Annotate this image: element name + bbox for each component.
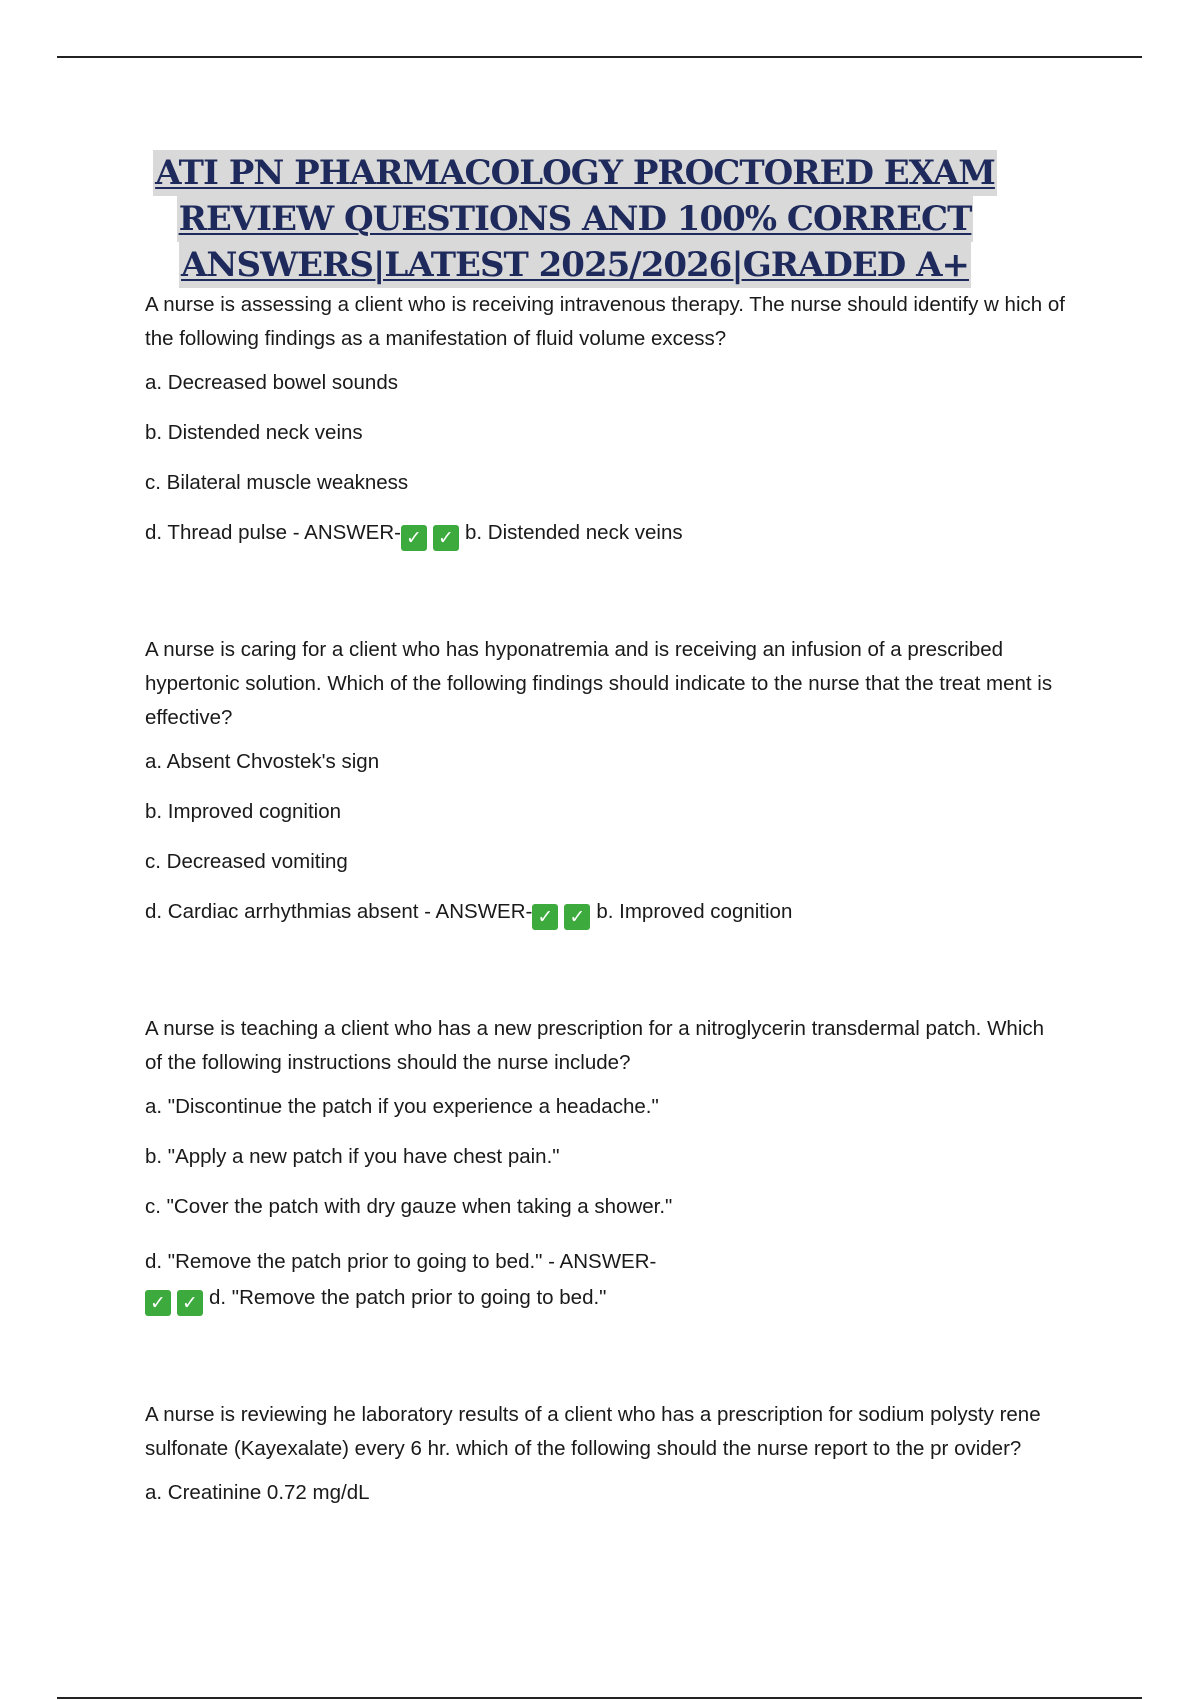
title-line-1: ATI PN PHARMACOLOGY PROCTORED EXAM xyxy=(153,150,997,196)
option-c: c. "Cover the patch with dry gauze when taking a shower." xyxy=(145,1195,673,1218)
question-2 xyxy=(145,633,1065,930)
option-b: b. "Apply a new patch if you have chest pain." xyxy=(145,1145,560,1168)
question-text: A nurse is reviewing he laboratory results of a client who has a prescription for sodium polysty rene sulfonate (Kayexalate) every 6 hr. which of the following should the nurse report to the pr ovider? xyxy=(145,1403,1041,1460)
title-line-3: ANSWERS|LATEST 2025/2026|GRADED A+ xyxy=(179,242,971,288)
document-title xyxy=(0,150,1150,288)
option-c: c. Decreased vomiting xyxy=(145,850,348,873)
footer-rule xyxy=(57,1697,1142,1699)
option-c: c. Bilateral muscle weakness xyxy=(145,471,409,494)
spacer xyxy=(145,940,1065,1012)
answer-text: b. Improved cognition xyxy=(596,900,793,923)
answer-text: d. "Remove the patch prior to going to bed." xyxy=(209,1286,607,1309)
option-d: d. "Remove the patch prior to going to bed." - ANSWER- xyxy=(145,1250,657,1273)
check-icon: ✓ xyxy=(401,525,427,551)
option-b: b. Improved cognition xyxy=(145,800,342,823)
question-text: A nurse is assessing a client who is receiving intravenous therapy. The nurse should identify w hich of the following findings as a manifestation of fluid volume excess? xyxy=(145,293,1065,350)
option-b: b. Distended neck veins xyxy=(145,421,363,444)
option-d-answer xyxy=(145,899,1065,930)
question-text: A nurse is caring for a client who has hyponatremia and is receiving an infusion of a prescribed hypertonic solution. Which of the following findings should indicate to the nurse that the treat ment is effective? xyxy=(145,638,1053,729)
answer-text: b. Distended neck veins xyxy=(464,521,683,544)
option-d-answer xyxy=(145,520,1065,551)
question-4 xyxy=(145,1398,1065,1506)
option-a: a. Decreased bowel sounds xyxy=(145,371,398,394)
check-icon: ✓ xyxy=(145,1290,171,1316)
spacer xyxy=(145,1326,1065,1398)
question-3 xyxy=(145,1012,1065,1316)
check-icon: ✓ xyxy=(177,1290,203,1316)
spacer xyxy=(145,561,1065,633)
option-d: d. Thread pulse - ANSWER- xyxy=(145,521,401,544)
title-line-2: REVIEW QUESTIONS AND 100% CORRECT xyxy=(177,196,974,242)
question-text: A nurse is teaching a client who has a new prescription for a nitroglycerin transdermal patch. Which of the following instructions should the nurse include? xyxy=(145,1017,1045,1074)
option-d: d. Cardiac arrhythmias absent - ANSWER- xyxy=(145,900,533,923)
check-icon: ✓ xyxy=(532,904,558,930)
option-a: a. "Discontinue the patch if you experience a headache." xyxy=(145,1095,659,1118)
option-a: a. Creatinine 0.72 mg/dL xyxy=(145,1481,370,1504)
check-icon: ✓ xyxy=(433,525,459,551)
question-1 xyxy=(145,288,1065,551)
header-rule xyxy=(57,56,1142,58)
check-icon: ✓ xyxy=(564,904,590,930)
option-a: a. Absent Chvostek's sign xyxy=(145,750,380,773)
question-list xyxy=(145,288,1065,1530)
option-d-answer xyxy=(145,1244,1065,1316)
